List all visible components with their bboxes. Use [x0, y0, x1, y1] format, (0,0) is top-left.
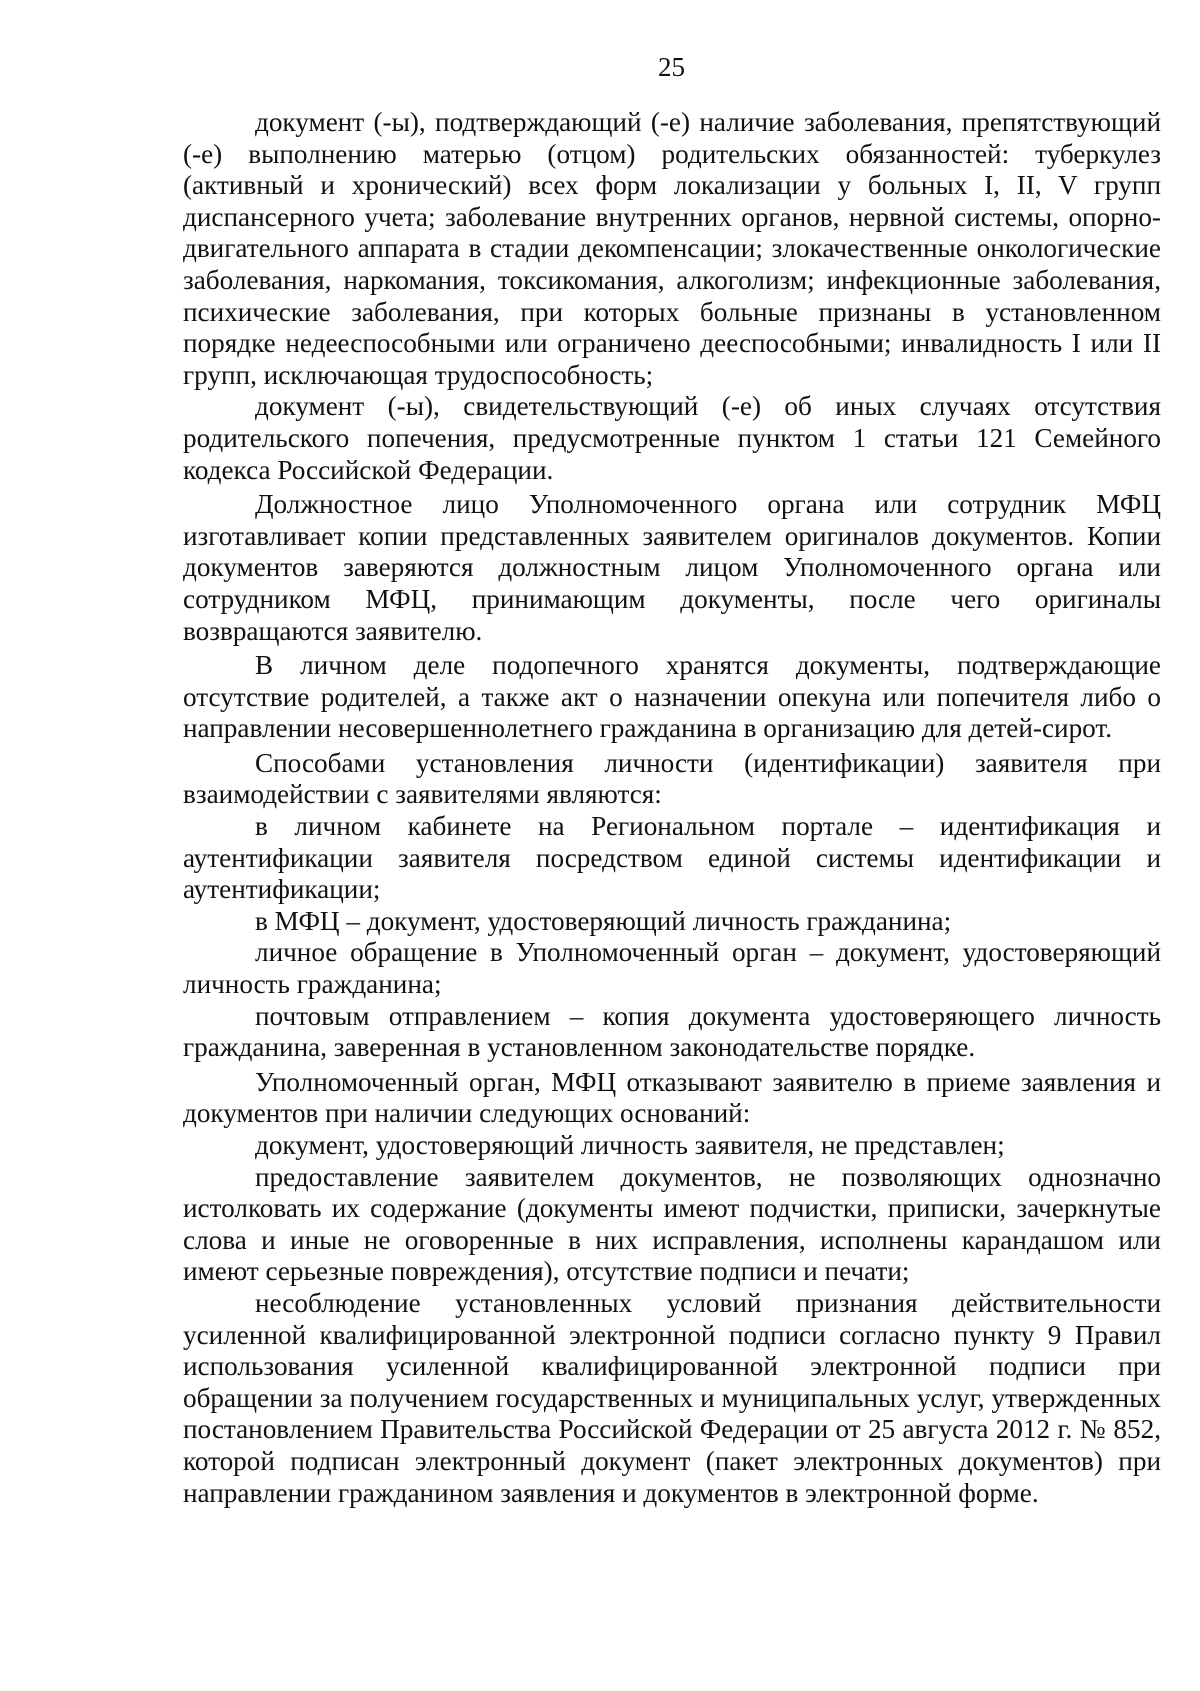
- list-item-postal: почтовым отправлением – копия документа удостоверяющего личность гражданина, заверенная в установленном законодательстве порядке.: [183, 1000, 1161, 1063]
- list-item-ambiguous-documents: предоставление заявителем документов, не позволяющих однозначно истолковать их содержание (документы имеют подчистки, приписки, зачеркнутые слова и иные не оговоренные в них исправления, исполнены карандашом или имеют серьезные повреждения), отсутствие подписи и печати;: [183, 1161, 1161, 1287]
- document-body: [183, 107, 1161, 1509]
- paragraph-refusal-grounds: Уполномоченный орган, МФЦ отказывают заявителю в приеме заявления и документов при наличии следующих оснований:: [183, 1066, 1161, 1129]
- list-item-mfc: в МФЦ – документ, удостоверяющий личность гражданина;: [255, 905, 952, 936]
- list-item-personal-visit: личное обращение в Уполномоченный орган – документ, удостоверяющий личность гражданина;: [183, 937, 1161, 1000]
- page-number: 25: [658, 52, 685, 82]
- paragraph-identification-methods: Способами установления личности (идентификации) заявителя при взаимодействии с заявителями являются:: [183, 747, 1161, 810]
- paragraph-illness-document: документ (-ы), подтверждающий (-е) наличие заболевания, препятствующий (-е) выполнению матерью (отцом) родительских обязанностей: туберкулез (активный и хронический) всех форм локализации у больных I, II, V групп диспансерного учета; заболевание внутренних органов, нервной системы, опорно-двигательного аппарата в стадии декомпенсации; злокачественные онкологические заболевания, наркомания, токсикомания, алкоголизм; инфекционные заболевания, психические заболевания, при которых больные признаны в установленном порядке недееспособными или ограничено дееспособными; инвалидность I или II групп, исключающая трудоспособность;: [183, 107, 1161, 390]
- list-item-no-id: документ, удостоверяющий личность заявителя, не представлен;: [255, 1130, 1005, 1160]
- paragraph-other-cases-document: документ (-ы), свидетельствующий (-е) об иных случаях отсутствия родительского попечения, предусмотренные пунктом 1 статьи 121 Семейного кодекса Российской Федерации.: [183, 391, 1161, 485]
- list-item-invalid-signature: несоблюдение установленных условий признания действительности усиленной квалифицированной электронной подписи согласно пункту 9 Правил использования усиленной квалифицированной электронной подписи при обращении за получением государственных и муниципальных услуг, утвержденных постановлением Правительства Российской Федерации от 25 августа 2012 г. № 852, которой подписан электронный документ (пакет электронных документов) при направлении гражданином заявления и документов в электронной форме.: [183, 1287, 1161, 1508]
- paragraph-copies: Должностное лицо Уполномоченного органа или сотрудник МФЦ изготавливает копии представленных заявителем оригиналов документов. Копии документов заверяются должностным лицом Уполномоченного органа или сотрудником МФЦ, принимающим документы, после чего оригиналы возвращаются заявителю.: [183, 489, 1161, 646]
- paragraph-personal-file: В личном деле подопечного хранятся документы, подтверждающие отсутствие родителей, а также акт о назначении опекуна или попечителя либо о направлении несовершеннолетнего гражданина в организацию для детей-сирот.: [183, 650, 1161, 744]
- list-item-regional-portal: в личном кабинете на Региональном портале – идентификация и аутентификации заявителя посредством единой системы идентификации и аутентификации;: [183, 811, 1161, 905]
